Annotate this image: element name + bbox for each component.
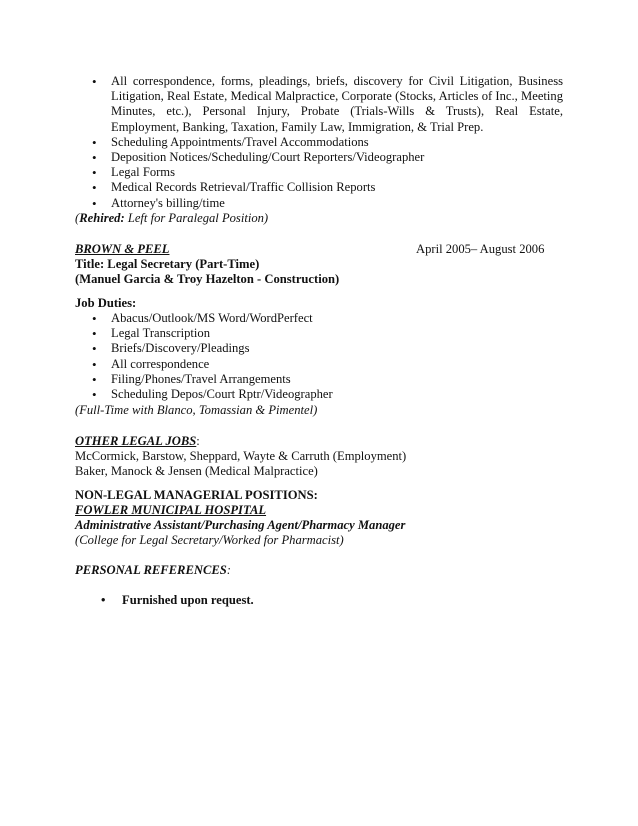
hospital-name: FOWLER MUNICIPAL HOSPITAL bbox=[75, 503, 267, 517]
hospital-title: Administrative Assistant/Purchasing Agent/Pharmacy Manager bbox=[75, 518, 406, 532]
list-item: • Briefs/Discovery/Pleadings bbox=[111, 341, 333, 356]
list-item: • Attorney's billing/time bbox=[111, 196, 563, 211]
duties-list bbox=[111, 74, 563, 211]
other-job-2: Baker, Manock & Jensen (Medical Malpractice) bbox=[75, 464, 318, 478]
list-item: • Filing/Phones/Travel Arrangements bbox=[111, 372, 333, 387]
other-job-1: McCormick, Barstow, Sheppard, Wayte & Carruth (Employment) bbox=[75, 449, 407, 463]
employment-dates: April 2005– August 2006 bbox=[416, 242, 545, 256]
references-heading: PERSONAL REFERENCES: bbox=[75, 563, 231, 577]
duties-list-2 bbox=[111, 311, 333, 402]
list-item: • Medical Records Retrieval/Traffic Collision Reports bbox=[111, 180, 563, 195]
list-item: • Legal Transcription bbox=[111, 326, 333, 341]
list-item: • Scheduling Appointments/Travel Accommodations bbox=[111, 135, 563, 150]
non-legal-heading: NON-LEGAL MANAGERIAL POSITIONS: bbox=[75, 488, 318, 502]
rehired-note: (Rehired: Left for Paralegal Position) bbox=[75, 211, 269, 225]
references-item: • Furnished upon request. bbox=[122, 593, 254, 608]
attorneys-line: (Manuel Garcia & Troy Hazelton - Construction) bbox=[75, 272, 340, 286]
list-item: • Deposition Notices/Scheduling/Court Reporters/Videographer bbox=[111, 150, 563, 165]
list-item: • Legal Forms bbox=[111, 165, 563, 180]
list-item: • Scheduling Depos/Court Rptr/Videographer bbox=[111, 387, 333, 402]
list-item: • All correspondence, forms, pleadings, briefs, discovery for Civil Litigation, Business Litigation, Real Estate, Medical Malpractice, Corporate (Stocks, Articles of Inc., Meeting Minutes, etc.), Personal Injury, Probate (Trials-Wills & Trusts), Real Estate, Employment, Banking, Taxation, Family Law, Immigration, & Trial Prep. bbox=[111, 74, 563, 135]
fulltime-note: (Full-Time with Blanco, Tomassian & Pimentel) bbox=[75, 403, 318, 417]
employer-name: BROWN & PEEL bbox=[75, 242, 170, 256]
duties-heading: Job Duties: bbox=[75, 296, 137, 310]
list-item: • Abacus/Outlook/MS Word/WordPerfect bbox=[111, 311, 333, 326]
other-jobs-heading: OTHER LEGAL JOBS: bbox=[75, 434, 200, 448]
hospital-note: (College for Legal Secretary/Worked for Pharmacist) bbox=[75, 533, 344, 547]
list-item: • All correspondence bbox=[111, 357, 333, 372]
job-title: Title: Legal Secretary (Part-Time) bbox=[75, 257, 260, 271]
